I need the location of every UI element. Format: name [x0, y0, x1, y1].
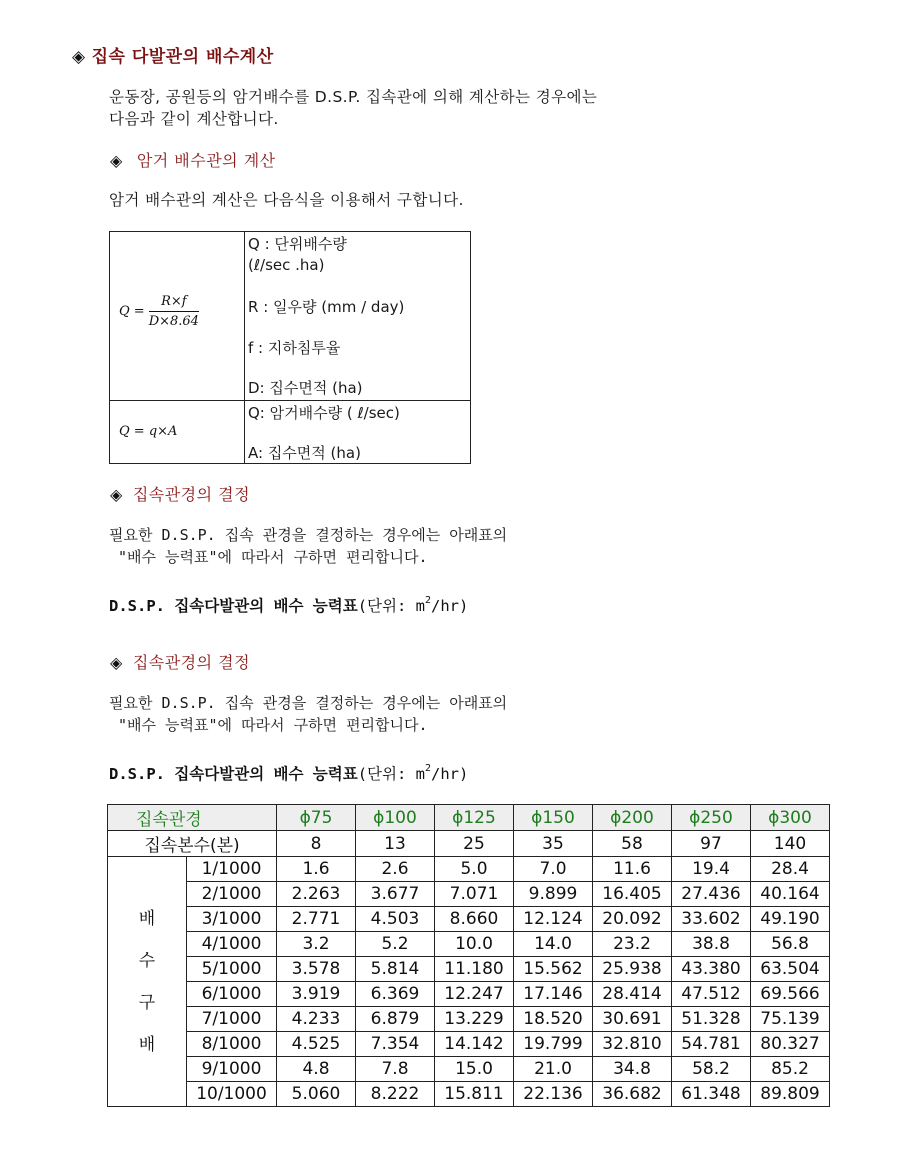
capacity-value-cell: 34.8 — [593, 1057, 672, 1082]
section-heading-drainage — [110, 148, 276, 171]
capacity-value-cell: 6.879 — [356, 1007, 435, 1032]
capacity-value-cell: 8.222 — [356, 1082, 435, 1107]
intro-paragraph — [109, 86, 597, 130]
header-diameter-cell: ϕ300 — [751, 805, 830, 831]
caption-title: D.S.P. 집속다발관의 배수 능력표 — [109, 597, 358, 615]
header-label-diameter: 집속관경 — [108, 805, 277, 831]
capacity-value-cell: 16.405 — [593, 882, 672, 907]
slope-cell: 1/1000 — [187, 857, 277, 882]
count-cell: 97 — [672, 831, 751, 857]
capacity-value-cell: 32.810 — [593, 1032, 672, 1057]
capacity-value-cell: 51.328 — [672, 1007, 751, 1032]
table-caption — [109, 594, 468, 616]
formula-drain-discharge: Q = q×A — [119, 424, 178, 439]
count-label: 집속본수(본) — [108, 831, 277, 857]
capacity-value-cell: 7.071 — [435, 882, 514, 907]
slope-cell: 5/1000 — [187, 957, 277, 982]
capacity-value-cell: 23.2 — [593, 932, 672, 957]
table-row — [108, 1032, 830, 1057]
capacity-value-cell: 75.139 — [751, 1007, 830, 1032]
diamond-icon: ◈ — [110, 485, 123, 504]
slope-cell: 10/1000 — [187, 1082, 277, 1107]
capacity-value-cell: 40.164 — [751, 882, 830, 907]
capacity-value-cell: 2.6 — [356, 857, 435, 882]
capacity-value-cell: 36.682 — [593, 1082, 672, 1107]
table-row — [108, 932, 830, 957]
count-cell: 35 — [514, 831, 593, 857]
capacity-value-cell: 5.814 — [356, 957, 435, 982]
capacity-value-cell: 2.263 — [277, 882, 356, 907]
capacity-value-cell: 15.811 — [435, 1082, 514, 1107]
table-row — [108, 907, 830, 932]
capacity-value-cell: 54.781 — [672, 1032, 751, 1057]
capacity-value-cell: 69.566 — [751, 982, 830, 1007]
slope-label-char: 배 — [138, 908, 156, 929]
intro-line-1: 운동장, 공원등의 암거배수를 D.S.P. 집속관에 의해 계산하는 경우에는 — [109, 88, 598, 106]
capacity-value-cell: 7.354 — [356, 1032, 435, 1057]
slope-cell: 2/1000 — [187, 882, 277, 907]
slope-cell: 9/1000 — [187, 1057, 277, 1082]
capacity-value-cell: 4.8 — [277, 1057, 356, 1082]
section-description: 필요한 D.S.P. 집속 관경을 결정하는 경우에는 아래표의 — [109, 694, 508, 712]
capacity-value-cell: 7.8 — [356, 1057, 435, 1082]
capacity-value-cell: 12.247 — [435, 982, 514, 1007]
capacity-value-cell: 11.180 — [435, 957, 514, 982]
diamond-icon: ◈ — [72, 47, 86, 67]
section-description: "배수 능력표"에 따라서 구하면 편리합니다. — [118, 548, 428, 566]
label-d-area: D: 집수면적 (ha) — [248, 379, 363, 397]
header-diameter-cell: ϕ125 — [435, 805, 514, 831]
count-cell: 13 — [356, 831, 435, 857]
caption-unit-exponent: 2 — [424, 763, 432, 774]
section-heading-diameter — [110, 482, 250, 505]
capacity-value-cell: 22.136 — [514, 1082, 593, 1107]
slope-cell: 3/1000 — [187, 907, 277, 932]
capacity-value-cell: 3.919 — [277, 982, 356, 1007]
capacity-value-cell: 56.8 — [751, 932, 830, 957]
capacity-value-cell: 17.146 — [514, 982, 593, 1007]
count-cell: 25 — [435, 831, 514, 857]
capacity-value-cell: 80.327 — [751, 1032, 830, 1057]
section-heading-diameter — [110, 650, 250, 673]
table-row — [108, 957, 830, 982]
page-title-text: 집속 다발관의 배수계산 — [91, 47, 274, 67]
label-q-drain-discharge: Q: 암거배수량 ( ℓ/sec) — [248, 404, 400, 422]
section-heading-text: 암거 배수관의 계산 — [136, 151, 276, 170]
capacity-value-cell: 3.677 — [356, 882, 435, 907]
capacity-value-cell: 4.525 — [277, 1032, 356, 1057]
capacity-value-cell: 4.503 — [356, 907, 435, 932]
formula-table — [109, 231, 471, 464]
slope-cell: 8/1000 — [187, 1032, 277, 1057]
formula-numerator: R×f — [149, 294, 199, 312]
formula-fraction — [149, 294, 199, 329]
count-cell: 140 — [751, 831, 830, 857]
capacity-value-cell: 12.124 — [514, 907, 593, 932]
slope-label — [108, 857, 187, 1107]
page-title — [72, 42, 274, 67]
label-r-rainfall: R : 일우량 (mm / day) — [248, 298, 405, 316]
capacity-value-cell: 4.233 — [277, 1007, 356, 1032]
capacity-value-cell: 30.691 — [593, 1007, 672, 1032]
capacity-value-cell: 21.0 — [514, 1057, 593, 1082]
slope-cell: 7/1000 — [187, 1007, 277, 1032]
table-caption — [109, 762, 468, 784]
table-row — [108, 882, 830, 907]
caption-unit-suffix: /hr) — [431, 597, 469, 615]
section-description: "배수 능력표"에 따라서 구하면 편리합니다. — [118, 716, 428, 734]
section-heading-text: 집속관경의 결정 — [132, 653, 251, 672]
capacity-value-cell: 8.660 — [435, 907, 514, 932]
capacity-value-cell: 3.578 — [277, 957, 356, 982]
table-row — [108, 1082, 830, 1107]
formula-denominator: D×8.64 — [148, 314, 199, 329]
section-description: 필요한 D.S.P. 집속 관경을 결정하는 경우에는 아래표의 — [109, 526, 508, 544]
count-cell: 8 — [277, 831, 356, 857]
capacity-value-cell: 9.899 — [514, 882, 593, 907]
capacity-value-cell: 27.436 — [672, 882, 751, 907]
formula-unit-discharge — [119, 294, 199, 329]
capacity-value-cell: 13.229 — [435, 1007, 514, 1032]
caption-unit — [358, 597, 469, 615]
diamond-icon: ◈ — [110, 151, 123, 170]
capacity-value-cell: 19.799 — [514, 1032, 593, 1057]
capacity-value-cell: 14.0 — [514, 932, 593, 957]
slope-cell: 4/1000 — [187, 932, 277, 957]
drainage-capacity-table — [107, 804, 830, 1107]
capacity-value-cell: 28.4 — [751, 857, 830, 882]
intro-line-2: 다음과 같이 계산합니다. — [109, 110, 279, 128]
capacity-value-cell: 49.190 — [751, 907, 830, 932]
capacity-value-cell: 85.2 — [751, 1057, 830, 1082]
caption-unit-prefix: (단위: m — [357, 765, 425, 783]
caption-title: D.S.P. 집속다발관의 배수 능력표 — [109, 765, 358, 783]
capacity-value-cell: 7.0 — [514, 857, 593, 882]
capacity-value-cell: 89.809 — [751, 1082, 830, 1107]
caption-unit-exponent: 2 — [424, 595, 432, 606]
table-row — [108, 857, 830, 882]
capacity-value-cell: 58.2 — [672, 1057, 751, 1082]
capacity-value-cell: 10.0 — [435, 932, 514, 957]
header-diameter-cell: ϕ75 — [277, 805, 356, 831]
capacity-value-cell: 38.8 — [672, 932, 751, 957]
capacity-value-cell: 6.369 — [356, 982, 435, 1007]
capacity-value-cell: 11.6 — [593, 857, 672, 882]
table-divider — [110, 400, 470, 401]
caption-unit — [358, 765, 469, 783]
caption-unit-suffix: /hr) — [431, 765, 469, 783]
label-q-unit-discharge: Q : 단위배수량 — [248, 235, 347, 253]
header-diameter-cell: ϕ250 — [672, 805, 751, 831]
capacity-value-cell: 25.938 — [593, 957, 672, 982]
capacity-value-cell: 5.2 — [356, 932, 435, 957]
capacity-value-cell: 18.520 — [514, 1007, 593, 1032]
header-diameter-cell: ϕ200 — [593, 805, 672, 831]
slope-label-char: 수 — [138, 950, 156, 971]
capacity-value-cell: 14.142 — [435, 1032, 514, 1057]
label-a-area: A: 집수면적 (ha) — [248, 444, 361, 462]
capacity-value-cell: 5.060 — [277, 1082, 356, 1107]
capacity-value-cell: 33.602 — [672, 907, 751, 932]
capacity-value-cell: 19.4 — [672, 857, 751, 882]
header-diameter-cell: ϕ150 — [514, 805, 593, 831]
capacity-value-cell: 2.771 — [277, 907, 356, 932]
capacity-value-cell: 47.512 — [672, 982, 751, 1007]
capacity-value-cell: 28.414 — [593, 982, 672, 1007]
diamond-icon: ◈ — [110, 653, 123, 672]
capacity-value-cell: 43.380 — [672, 957, 751, 982]
formula-lhs: Q = — [119, 304, 145, 319]
caption-unit-prefix: (단위: m — [357, 597, 425, 615]
capacity-value-cell: 15.562 — [514, 957, 593, 982]
capacity-value-cell: 1.6 — [277, 857, 356, 882]
header-diameter-cell: ϕ100 — [356, 805, 435, 831]
capacity-value-cell: 61.348 — [672, 1082, 751, 1107]
slope-label-char: 구 — [138, 992, 156, 1013]
capacity-value-cell: 15.0 — [435, 1057, 514, 1082]
label-q-unit: (ℓ/sec .ha) — [248, 256, 325, 274]
table-count-row — [108, 831, 830, 857]
capacity-value-cell: 20.092 — [593, 907, 672, 932]
section-heading-text: 집속관경의 결정 — [132, 485, 251, 504]
capacity-value-cell: 5.0 — [435, 857, 514, 882]
count-cell: 58 — [593, 831, 672, 857]
capacity-value-cell: 3.2 — [277, 932, 356, 957]
table-divider — [244, 232, 245, 463]
table-header-row — [108, 805, 830, 831]
table-row — [108, 982, 830, 1007]
slope-label-char: 배 — [138, 1034, 156, 1055]
table-row — [108, 1057, 830, 1082]
slope-cell: 6/1000 — [187, 982, 277, 1007]
section-description: 암거 배수관의 계산은 다음식을 이용해서 구합니다. — [109, 191, 464, 209]
label-f-infiltration: f : 지하침투율 — [248, 339, 341, 357]
capacity-value-cell: 63.504 — [751, 957, 830, 982]
table-row — [108, 1007, 830, 1032]
